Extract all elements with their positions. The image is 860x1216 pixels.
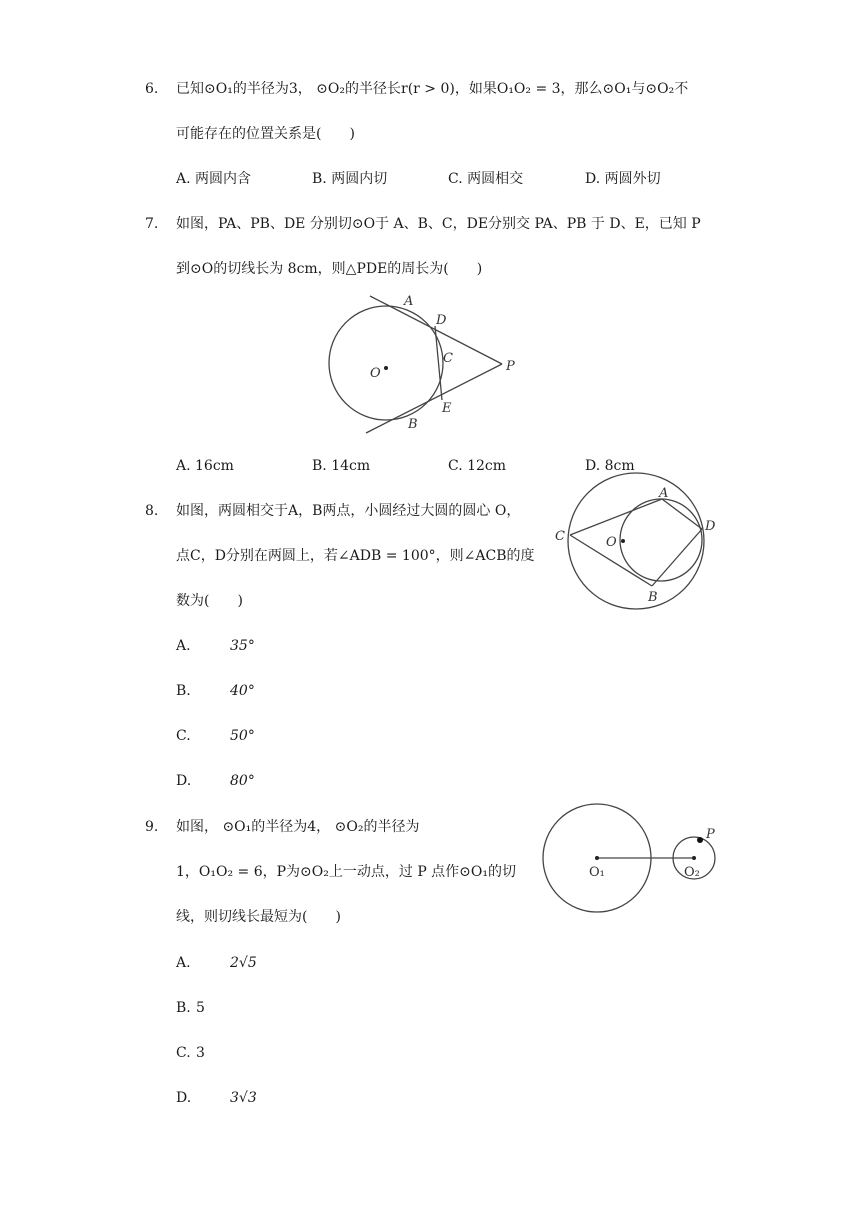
q9-option-d-value: 3√3 [230, 1090, 257, 1106]
q8-option-a-value: 35° [230, 638, 255, 654]
q9-label-o2: O₂ [684, 865, 700, 880]
q8-label-d: D [705, 519, 716, 534]
q6-stem-line2: 可能存在的位置关系是( ) [176, 126, 355, 142]
q7-label-p: P [506, 359, 515, 374]
q9-option-d-letter: D. [176, 1090, 192, 1106]
q6-option-c: C. 两圆相交 [448, 171, 524, 187]
q8-label-b: B [648, 590, 658, 605]
q8-stem-line2: 点C，D分别在两圆上，若∠ADB = 100°，则∠ACB的度 [176, 548, 535, 564]
q8-option-b-value: 40° [230, 683, 255, 699]
q7-label-d: D [436, 313, 447, 328]
q7-label-o: O [370, 366, 381, 381]
q8-number: 8. [145, 503, 159, 519]
q9-stem-line1: 如图， ⊙O₁的半径为4， ⊙O₂的半径为 [176, 819, 420, 835]
q8-option-d-value: 80° [230, 773, 255, 789]
q7-option-c: C. 12cm [448, 458, 507, 474]
q7-option-a: A. 16cm [176, 458, 234, 474]
q8-option-a-letter: A. [176, 638, 191, 654]
q9-dot-p [697, 837, 703, 843]
q7-option-d: D. 8cm [585, 458, 635, 474]
q9-option-b-value: 5 [196, 1000, 205, 1016]
q7-label-c: C [443, 351, 453, 366]
q8-label-c: C [555, 529, 565, 544]
q6-option-a: A. 两圆内含 [176, 171, 252, 187]
q7-label-e: E [442, 401, 452, 416]
q7-stem-line2: 到⊙O的切线长为 8cm，则△PDE的周长为( ) [176, 261, 483, 277]
q7-number: 7. [145, 216, 159, 232]
q7-label-b: B [408, 417, 418, 432]
q9-stem-line3: 线，则切线长最短为( ) [176, 909, 341, 925]
q8-option-c-letter: C. [176, 728, 191, 744]
q8-label-o: O [606, 535, 617, 550]
q9-option-c-letter: C. [176, 1045, 191, 1061]
q6-number: 6. [145, 81, 159, 97]
q8-option-b-letter: B. [176, 683, 191, 699]
q6-option-b: B. 两圆内切 [312, 171, 388, 187]
q9-option-c-value: 3 [196, 1045, 205, 1061]
q9-dot-o2 [692, 856, 696, 860]
q9-dot-o1 [595, 856, 599, 860]
q9-option-a-letter: A. [176, 955, 191, 971]
q8-stem-line3: 数为( ) [176, 593, 243, 609]
q9-number: 9. [145, 819, 159, 835]
q8-option-c-value: 50° [230, 728, 255, 744]
q8-stem-line1: 如图，两圆相交于A，B两点，小圆经过大圆的圆心 O， [176, 503, 521, 519]
q7-label-a: A [404, 294, 414, 309]
q9-stem-line2: 1，O₁O₂ = 6，P为⊙O₂上一动点，过 P 点作⊙O₁的切 [176, 864, 517, 880]
q7-stem-line1: 如图，PA、PB、DE 分别切⊙O于 A、B、C，DE分别交 PA、PB 于 D、E，已知 P [176, 216, 701, 232]
q8-option-d-letter: D. [176, 773, 192, 789]
q9-option-a-value: 2√5 [230, 955, 257, 971]
q6-option-d: D. 两圆外切 [585, 171, 661, 187]
q9-option-b-letter: B. [176, 1000, 191, 1016]
q9-label-o1: O₁ [589, 865, 605, 880]
q9-label-p: P [706, 827, 715, 842]
q8-label-a: A [659, 486, 669, 501]
q6-stem-line1: 已知⊙O₁的半径为3， ⊙O₂的半径长r(r > 0)，如果O₁O₂ = 3，那么⊙O₁与⊙O₂不 [176, 81, 689, 97]
q7-option-b: B. 14cm [312, 458, 371, 474]
